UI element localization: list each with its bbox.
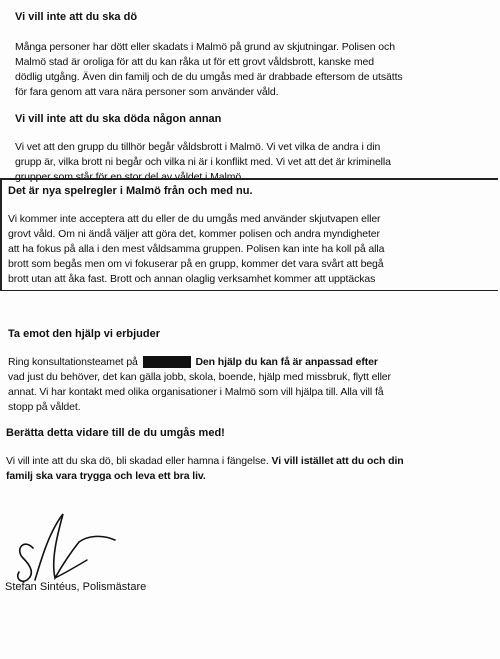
redacted-phone-number [143, 356, 191, 368]
body-line [6, 454, 500, 469]
section-body [8, 212, 498, 287]
section-body [8, 355, 500, 415]
section-pass-it-on [6, 426, 500, 484]
signature-stroke [18, 544, 33, 581]
body-line: annat. Vi har kontakt med olika organisationer i Malmö som vill hjälpa till. Alla vill få [8, 386, 384, 398]
section-body [15, 40, 500, 100]
body-line: brott utan att åka fast. Brott och annan olaglig verksamhet kommer att upptäckas [8, 273, 376, 285]
section-heading: Det är nya spelregler i Malmö från och med nu. [8, 185, 253, 197]
body-line: grovt våld. Om ni ändå väljer att göra det, kommer polisen och andra myndigheter [8, 228, 380, 240]
section-heading: Vi vill inte att du ska döda någon annan [15, 113, 222, 125]
body-line: dödlig utgång. Även din familj och de du umgås med är drabbade eftersom de utsätts [15, 71, 403, 83]
body-line: brott som begås men om vi fokuserar på en grupp, kommer det vara svårt att begå [8, 258, 384, 270]
section-accept-help [8, 327, 500, 415]
section-body [6, 454, 500, 484]
section-heading: Berätta detta vidare till de du umgås med! [6, 427, 225, 439]
help-intro-text: Den hjälp du kan få är anpassad efter [195, 356, 378, 368]
handwritten-signature [5, 508, 125, 590]
body-line: grupp är, vilka brott ni begår och vilka ni är i konflikt med. Vi vet att det är kriminella [15, 156, 391, 168]
signature-stroke [35, 514, 115, 580]
body-line: Vi kommer inte acceptera att du eller de du umgås med använder skjutvapen eller [8, 213, 381, 225]
section-dont-kill [15, 112, 500, 185]
body-line: Vi vet att den grupp du tillhör begår våldsbrott i Malmö. Vi vet vilka de andra i din [15, 141, 381, 153]
body-line: grupper som står för en stor del av våldet i Malmö. [15, 171, 244, 183]
body-line: vad just du behöver, det kan gälla jobb, skola, boende, hjälp med missbruk, flytt eller [8, 371, 391, 383]
body-line [6, 469, 500, 484]
body-line: att ha fokus på alla i den mest våldsamma gruppen. Polisen kan inte ha koll på alla [8, 243, 385, 255]
normal-text: Vi vill inte att du ska dö, bli skadad eller hamna i fängelse. [6, 455, 269, 467]
section-heading: Ta emot den hjälp vi erbjuder [8, 328, 160, 340]
bold-text: Vi vill istället att du och din [271, 455, 404, 467]
body-line: för fara genom att vara nära personer som använder våld. [15, 86, 279, 98]
phone-intro-text: Ring konsultationsteamet på [8, 356, 138, 368]
section-dont-die [15, 10, 500, 100]
body-line: stopp på våldet. [8, 401, 81, 413]
body-line: Många personer har dött eller skadats i Malmö på grund av skjutningar. Polisen och [15, 41, 395, 53]
bold-text: familj ska vara trygga och leva ett bra liv. [6, 470, 206, 482]
body-line: Malmö stad är oroliga för att du kan råka ut för ett grovt våldsbrott, kanske med [15, 56, 374, 68]
section-heading: Vi vill inte att du ska dö [15, 11, 138, 23]
section-new-rules [8, 184, 498, 287]
signatory-name: Stefan Sintéus, Polismästare [5, 581, 147, 593]
body-line [8, 355, 500, 370]
